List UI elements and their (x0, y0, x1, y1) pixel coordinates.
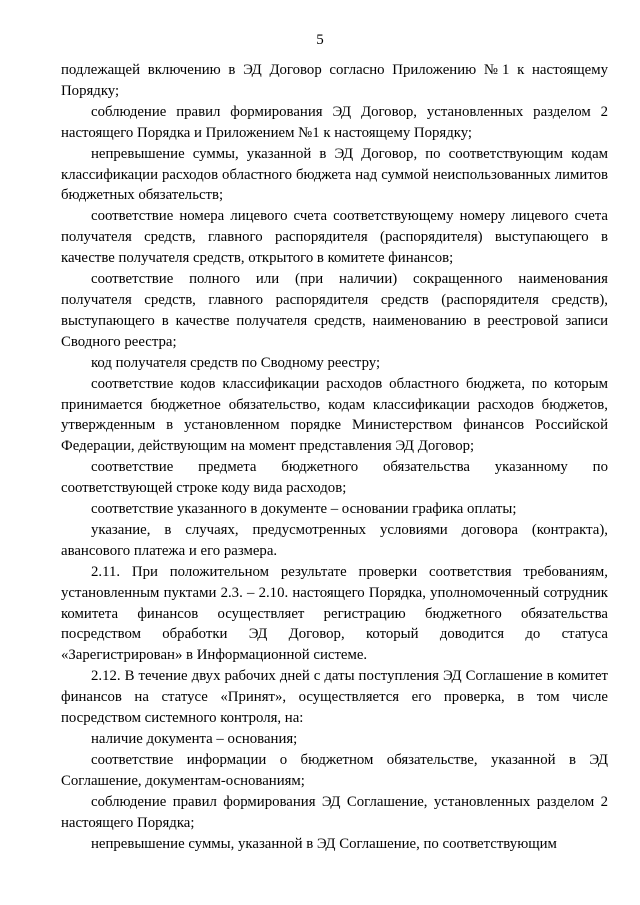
body-text (61, 60, 608, 854)
section-2-12: 2.12. В течение двух рабочих дней с даты поступления ЭД Соглашение в комитет финансов на статусе «Принят», осуществляется его проверка, в том числе посредством системного контроля, на: (61, 668, 608, 727)
paragraph-16: непревышение суммы, указанной в ЭД Соглашение, по соответствующим (91, 835, 557, 852)
paragraph-7: соответствие кодов классификации расходов областного бюджета, по которым принимается бюджетное обязательство, кодам классификации расходов бюджетов, утвержденным в установленном порядке Министерством финансов Российской Федерации, действующим на момент представления ЭД Договор; (61, 375, 608, 455)
page-number: 5 (316, 32, 324, 48)
paragraph-3: непревышение суммы, указанной в ЭД Договор, по соответствующим кодам классификации расходов областного бюджета над суммой неиспользованных лимитов бюджетных обязательств; (61, 145, 608, 204)
paragraph-2: соблюдение правил формирования ЭД Договор, установленных разделом 2 настоящего Порядка и Приложением №1 к настоящему Порядку; (61, 103, 608, 141)
section-2-11: 2.11. При положительном результате проверки соответствия требованиям, установленным пуктами 2.3. – 2.10. настоящего Порядка, уполномоченный сотрудник комитета финансов осуществляет регистрацию бюджетного обязательства посредством обработки ЭД Договор, который доводится до статуса «Зарегистрирован» в Информационной системе. (61, 563, 608, 664)
paragraph-10: указание, в случаях, предусмотренных условиями договора (контракта), авансового платежа и его размера. (61, 521, 608, 559)
paragraph-1: подлежащей включению в ЭД Договор согласно Приложению №1 к настоящему Порядку; (61, 62, 608, 99)
paragraph-4: соответствие номера лицевого счета соответствующему номеру лицевого счета получателя средств, главного распорядителя (распорядителя) выступающего в качестве получателя средств, открытого в комитете финансов; (61, 208, 608, 267)
paragraph-14: соответствие информации о бюджетном обязательстве, указанной в ЭД Соглашение, документам-основаниям; (61, 751, 608, 789)
paragraph-8: соответствие предмета бюджетного обязательства указанному по соответствующей строке коду вида расходов; (61, 459, 608, 497)
paragraph-13: наличие документа – основания; (91, 731, 298, 747)
paragraph-15: соблюдение правил формирования ЭД Соглашение, установленных разделом 2 настоящего Порядка; (61, 793, 608, 831)
paragraph-5: соответствие полного или (при наличии) сокращенного наименования получателя средств, главного распорядителя средств (распорядителя средств), выступающего в качестве получателя средств, наименованию в реестровой записи Сводного реестра; (61, 271, 608, 350)
paragraph-6: код получателя средств по Сводному реестру; (91, 354, 381, 371)
paragraph-9: соответствие указанного в документе – основании графика оплаты; (91, 501, 517, 518)
